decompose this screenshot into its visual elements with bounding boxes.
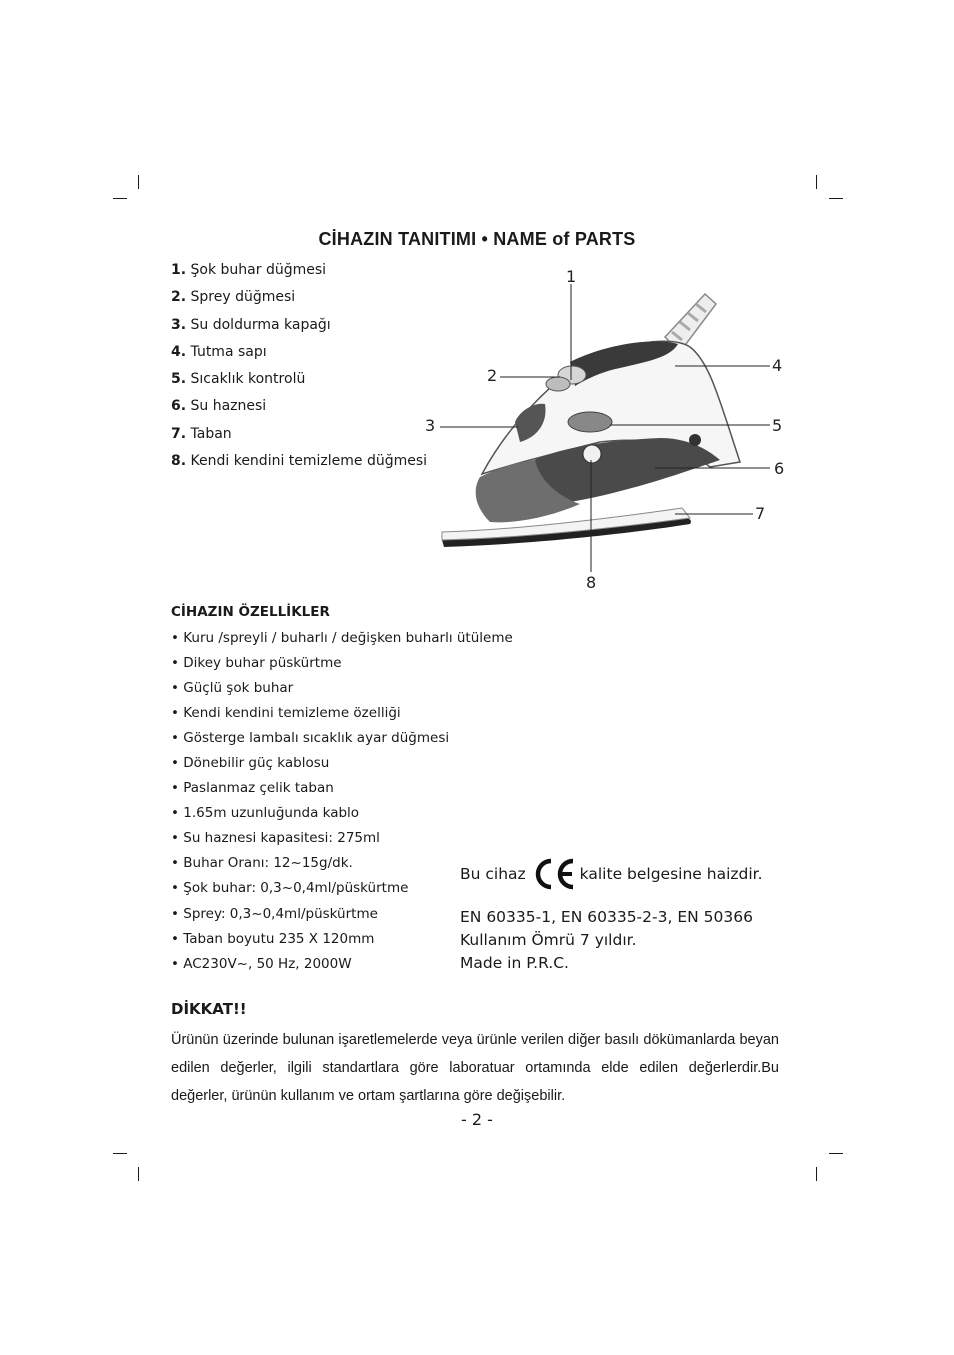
feature-item: • Gösterge lambalı sıcaklık ayar düğmesi — [171, 730, 450, 747]
feature-item: • Güçlü şok buhar — [171, 680, 294, 697]
part-item: 7. Taban — [171, 425, 232, 442]
standards-block — [460, 906, 753, 975]
feature-item: • Paslanmaz çelik taban — [171, 780, 334, 797]
feature-item: • Sprey: 0,3~0,4ml/püskürtme — [171, 905, 378, 922]
feature-item: • Kuru /spreyli / buharlı / değişken buharlı ütüleme — [171, 630, 513, 646]
callout-5: 5 — [772, 416, 783, 435]
warning-heading: DİKKAT!! — [171, 1000, 247, 1018]
feature-item: • Şok buhar: 0,3~0,4ml/püskürtme — [171, 880, 409, 897]
warning-paragraph: Ürünün üzerinde bulunan işaretlemelerde veya ürünle verilen diğer basılı dökümanlarda beyan edilen değerler, ilgili standartlara göre laboratuar ortamında elde edilen değerlerdir.Bu değerler, ürünün kullanım ve ortam şartlarına göre değişebilir. — [171, 1032, 779, 1104]
certification-line — [460, 856, 763, 892]
feature-item: • Taban boyutu 235 X 120mm — [171, 930, 375, 947]
crop-mark — [829, 198, 843, 199]
callout-8: 8 — [586, 573, 597, 592]
ce-mark-icon — [532, 856, 576, 892]
feature-item: • Dikey buhar püskürtme — [171, 655, 342, 672]
callout-7: 7 — [755, 504, 766, 523]
callout-6: 6 — [774, 459, 785, 478]
part-item: 1. Şok buhar düğmesi — [171, 262, 327, 278]
crop-mark — [816, 1167, 817, 1181]
crop-mark — [113, 198, 127, 199]
origin-line: Made in P.R.C. — [460, 954, 569, 972]
crop-mark — [113, 1153, 127, 1154]
callout-4: 4 — [772, 356, 783, 375]
iron-diagram — [420, 262, 800, 592]
certification-after: kalite belgesine haizdir. — [579, 865, 763, 883]
page-title: CİHAZIN TANITIMI • NAME of PARTS — [318, 229, 636, 249]
crop-mark — [829, 1153, 843, 1154]
part-item: 8. Kendi kendini temizleme düğmesi — [171, 453, 428, 470]
part-item: 4. Tutma sapı — [171, 343, 267, 360]
part-item: 2. Sprey düğmesi — [171, 289, 296, 306]
callout-1: 1 — [566, 267, 577, 286]
feature-item: • Su haznesi kapasitesi: 275ml — [171, 830, 380, 847]
crop-mark — [138, 1167, 139, 1181]
standards-line: EN 60335-1, EN 60335-2-3, EN 50366 — [460, 908, 753, 926]
features-heading: CİHAZIN ÖZELLİKLER — [171, 604, 330, 620]
callout-3: 3 — [425, 416, 436, 435]
page-number: - 2 - — [461, 1110, 493, 1129]
feature-item: • 1.65m uzunluğunda kablo — [171, 805, 360, 822]
lifetime-line: Kullanım Ömrü 7 yıldır. — [460, 931, 637, 949]
feature-item: • AC230V~, 50 Hz, 2000W — [171, 955, 352, 972]
part-item: 3. Su doldurma kapağı — [171, 316, 331, 333]
callout-2: 2 — [487, 366, 498, 385]
part-item: 5. Sıcaklık kontrolü — [171, 371, 306, 388]
crop-mark — [138, 175, 139, 189]
part-item: 6. Su haznesi — [171, 398, 267, 415]
feature-item: • Buhar Oranı: 12~15g/dk. — [171, 855, 353, 872]
crop-mark — [816, 175, 817, 189]
certification-before: Bu cihaz — [460, 865, 526, 883]
parts-list — [171, 260, 427, 478]
feature-item: • Dönebilir güç kablosu — [171, 755, 330, 772]
feature-item: • Kendi kendini temizleme özelliği — [171, 705, 401, 722]
